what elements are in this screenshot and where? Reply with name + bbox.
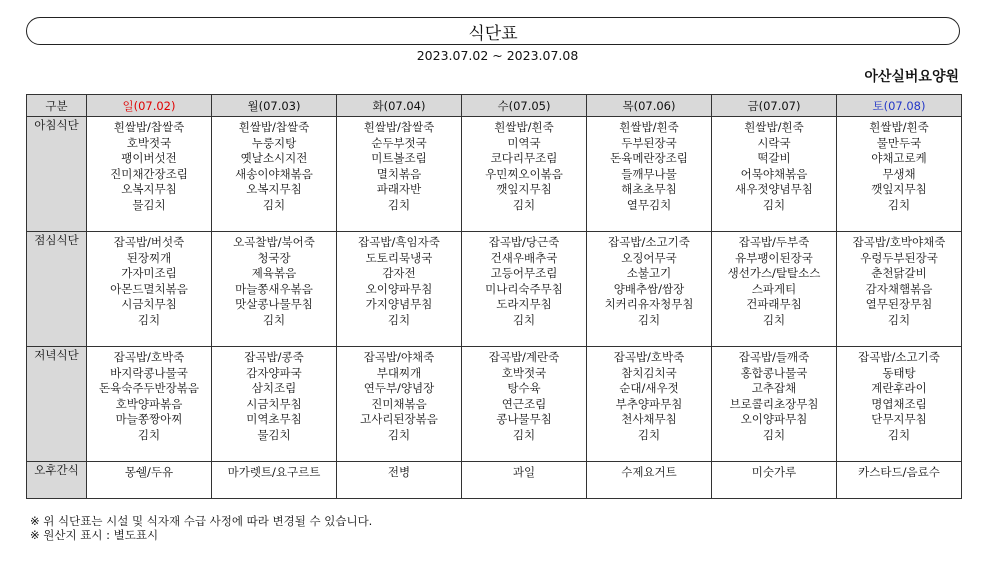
- day-header-sun: 일(07.02): [87, 95, 212, 117]
- dish-item: 열무된장무침: [865, 297, 933, 312]
- note-change-notice: ※ 위 식단표는 시설 및 식자재 수급 사정에 따라 변경될 수 있습니다.: [30, 514, 373, 528]
- dish-item: 미숫가루: [751, 465, 797, 479]
- dish-item: 삼치조림: [251, 381, 297, 396]
- dish-list: [337, 232, 461, 329]
- dish-item: 마늘쫑짱아찌: [115, 412, 183, 427]
- menu-cell: [462, 232, 587, 347]
- menu-cell: [587, 232, 712, 347]
- dish-item: 치커리유자청무침: [604, 297, 694, 312]
- menu-cell: [337, 462, 462, 499]
- dish-item: 오복지무침: [246, 182, 302, 197]
- dish-item: 김치: [387, 197, 411, 212]
- dish-list: [337, 462, 461, 481]
- dish-list: [462, 347, 586, 444]
- dish-item: 양배추쌈/쌈장: [613, 281, 685, 296]
- menu-cell: [837, 347, 962, 462]
- dish-item: 김치: [387, 427, 411, 442]
- menu-cell: [462, 462, 587, 499]
- dish-item: 김치: [637, 427, 661, 442]
- dish-list: [837, 347, 961, 444]
- dish-item: 미나리숙주무침: [485, 281, 563, 296]
- dish-item: 참치김치국: [621, 365, 677, 380]
- dish-list: [87, 117, 211, 214]
- menu-cell: [87, 347, 212, 462]
- dish-item: 누룽지탕: [251, 135, 297, 150]
- dish-item: 김치: [762, 427, 786, 442]
- dish-item: 도토리묵냉국: [365, 250, 433, 265]
- menu-cell: [462, 117, 587, 232]
- dish-item: 해초초무침: [621, 182, 677, 197]
- dish-item: 깻잎지무침: [496, 182, 552, 197]
- dish-list: [587, 347, 711, 444]
- dish-item: 김치: [887, 197, 911, 212]
- dish-item: 홍합콩나물국: [740, 365, 808, 380]
- dish-item: 고추잡채: [751, 381, 797, 396]
- dish-item: 코다리무조림: [490, 151, 558, 166]
- weekly-menu-table: [26, 94, 962, 499]
- dish-item: 김치: [512, 427, 536, 442]
- dish-item: 명엽채조림: [871, 396, 927, 411]
- dish-item: 물만두국: [876, 135, 922, 150]
- row-label-dinner: 저녁식단: [27, 347, 87, 462]
- dish-item: 물김치: [257, 427, 291, 442]
- dish-item: 잡곡밥/콩죽: [244, 350, 304, 364]
- dish-item: 김치: [137, 312, 161, 327]
- dish-list: [462, 232, 586, 329]
- dish-list: [337, 347, 461, 444]
- dish-item: 떡갈비: [757, 151, 791, 166]
- day-header-wed: 수(07.05): [462, 95, 587, 117]
- dish-item: 돈육숙주두반장볶음: [99, 381, 199, 396]
- page-title: 식단표: [468, 23, 518, 44]
- dish-item: 김치: [262, 197, 286, 212]
- dish-item: 호박양파볶음: [115, 396, 183, 411]
- day-header-tue: 화(07.04): [337, 95, 462, 117]
- dish-list: [587, 232, 711, 329]
- menu-row-breakfast: [27, 117, 962, 232]
- dish-item: 맛살콩나물무침: [235, 297, 313, 312]
- dish-item: 흰쌀밥/흰죽: [619, 120, 679, 134]
- dish-list: [87, 232, 211, 329]
- dish-item: 오이양파무침: [365, 281, 433, 296]
- dish-list: [712, 462, 836, 481]
- dish-item: 아몬드멸치볶음: [110, 281, 188, 296]
- note-origin-notice: ※ 원산지 표시 : 별도표시: [30, 528, 159, 542]
- dish-item: 바지락콩나물국: [110, 365, 188, 380]
- menu-cell: [712, 347, 837, 462]
- dish-item: 가지양념무침: [365, 297, 433, 312]
- dish-item: 무생채: [882, 166, 916, 181]
- dish-item: 흰쌀밥/흰죽: [869, 120, 929, 134]
- dish-item: 들깨무나물: [621, 166, 677, 181]
- dish-item: 몽쉘/두유: [124, 465, 174, 479]
- dish-list: [837, 117, 961, 214]
- dish-item: 동태탕: [882, 365, 916, 380]
- dish-item: 옛날소시지전: [240, 151, 308, 166]
- menu-cell: [337, 232, 462, 347]
- dish-list: [87, 462, 211, 481]
- dish-item: 흰쌀밥/찹쌀죽: [363, 120, 435, 134]
- dish-item: 잡곡밥/당근죽: [488, 235, 560, 249]
- organization-name: 아산실버요양원: [864, 69, 959, 85]
- dish-item: 순대/새우젓: [619, 381, 679, 396]
- dish-item: 마늘쫑새우볶음: [235, 281, 313, 296]
- dish-list: [212, 232, 336, 329]
- dish-list: [712, 117, 836, 214]
- dish-item: 오징어무국: [621, 250, 677, 265]
- dish-item: 김치: [637, 312, 661, 327]
- dish-item: 김치: [512, 197, 536, 212]
- corner-label: 구분: [27, 95, 87, 117]
- dish-item: 어묵야채볶음: [740, 166, 808, 181]
- dish-item: 된장찌개: [126, 250, 172, 265]
- dish-item: 야채고로케: [871, 151, 927, 166]
- dish-item: 순두부젓국: [371, 135, 427, 150]
- dish-item: 감자전: [382, 266, 416, 281]
- menu-cell: [837, 232, 962, 347]
- menu-cell: [87, 232, 212, 347]
- dish-item: 호박젓국: [126, 135, 172, 150]
- dish-item: 흰쌀밥/찹쌀죽: [238, 120, 310, 134]
- dish-item: 김치: [762, 197, 786, 212]
- menu-cell: [87, 462, 212, 499]
- dish-item: 새송이야채볶음: [235, 166, 313, 181]
- dish-item: 잡곡밥/소고기죽: [858, 350, 940, 364]
- day-header-sat: 토(07.08): [837, 95, 962, 117]
- dish-item: 유부팽이된장국: [735, 250, 813, 265]
- dish-item: 마가렛트/요구르트: [227, 465, 321, 479]
- dish-list: [462, 117, 586, 214]
- dish-item: 진미채간장조림: [110, 166, 188, 181]
- dish-item: 제육볶음: [251, 266, 297, 281]
- dish-item: 감자양파국: [246, 365, 302, 380]
- dish-item: 잡곡밥/흑임자죽: [358, 235, 440, 249]
- menu-cell: [587, 347, 712, 462]
- dish-item: 탕수육: [507, 381, 541, 396]
- day-header-fri: 금(07.07): [712, 95, 837, 117]
- dish-item: 전병: [387, 465, 411, 479]
- menu-cell: [712, 462, 837, 499]
- dish-list: [712, 232, 836, 329]
- dish-item: 우렁두부된장국: [860, 250, 938, 265]
- row-label-breakfast: 아침식단: [27, 117, 87, 232]
- dish-item: 김치: [262, 312, 286, 327]
- dish-list: [712, 347, 836, 444]
- dish-item: 잡곡밥/소고기죽: [608, 235, 690, 249]
- dish-item: 오복지무침: [121, 182, 177, 197]
- menu-cell: [587, 117, 712, 232]
- dish-item: 김치: [887, 312, 911, 327]
- dish-item: 생선가스/탈탈소스: [727, 266, 821, 281]
- menu-cell: [837, 117, 962, 232]
- dish-item: 콩나물무침: [496, 412, 552, 427]
- dish-item: 진미채볶음: [371, 396, 427, 411]
- dish-item: 잡곡밥/계란죽: [488, 350, 560, 364]
- dish-item: 도라지무침: [496, 297, 552, 312]
- menu-cell: [337, 117, 462, 232]
- dish-item: 멸치볶음: [376, 166, 422, 181]
- dish-item: 고등어무조림: [490, 266, 558, 281]
- dish-list: [462, 462, 586, 481]
- dish-item: 김치: [137, 427, 161, 442]
- dish-item: 돈육메란장조림: [610, 151, 688, 166]
- dish-list: [587, 117, 711, 214]
- dish-list: [837, 462, 961, 481]
- dish-item: 계란후라이: [871, 381, 927, 396]
- dish-item: 부추양파무침: [615, 396, 683, 411]
- day-header-thu: 목(07.06): [587, 95, 712, 117]
- menu-cell: [212, 347, 337, 462]
- menu-cell: [87, 117, 212, 232]
- dish-item: 브로콜리초장무침: [729, 396, 819, 411]
- menu-cell: [587, 462, 712, 499]
- dish-item: 가자미조림: [121, 266, 177, 281]
- dish-item: 잡곡밥/두부죽: [738, 235, 810, 249]
- dish-item: 시락국: [757, 135, 791, 150]
- row-label-snack: 오후간식: [27, 462, 87, 499]
- menu-body: [27, 117, 962, 499]
- dish-item: 흰쌀밥/찹쌀죽: [113, 120, 185, 134]
- dish-item: 잡곡밥/호박야채죽: [852, 235, 946, 249]
- dish-item: 시금치무침: [246, 396, 302, 411]
- dish-item: 미트볼조림: [371, 151, 427, 166]
- dish-list: [337, 117, 461, 214]
- dish-list: [212, 117, 336, 214]
- dish-item: 열무김치: [626, 197, 672, 212]
- dish-item: 잡곡밥/들깨죽: [738, 350, 810, 364]
- dish-item: 소불고기: [626, 266, 672, 281]
- dish-item: 미역국: [507, 135, 541, 150]
- menu-row-lunch: [27, 232, 962, 347]
- dish-item: 고사리된장볶음: [360, 412, 438, 427]
- dish-list: [212, 347, 336, 444]
- dish-item: 부대찌개: [376, 365, 422, 380]
- day-header-mon: 월(07.03): [212, 95, 337, 117]
- notes: [30, 514, 372, 542]
- dish-item: 깻잎지무침: [871, 182, 927, 197]
- menu-cell: [837, 462, 962, 499]
- row-label-lunch: 점심식단: [27, 232, 87, 347]
- dish-item: 새우젓양념무침: [735, 182, 813, 197]
- dish-item: 김치: [762, 312, 786, 327]
- dish-item: 우민찌오이볶음: [485, 166, 563, 181]
- menu-cell: [212, 232, 337, 347]
- dish-item: 잡곡밥/버섯죽: [113, 235, 185, 249]
- dish-item: 수제요거트: [621, 465, 677, 479]
- dish-item: 천사채무침: [621, 412, 677, 427]
- dish-item: 두부된장국: [621, 135, 677, 150]
- dish-item: 미역초무침: [246, 412, 302, 427]
- date-range: 2023.07.02 ~ 2023.07.08: [416, 48, 579, 63]
- menu-cell: [212, 462, 337, 499]
- header-row: [27, 95, 962, 117]
- menu-cell: [212, 117, 337, 232]
- menu-row-dinner: [27, 347, 962, 462]
- dish-item: 오이양파무침: [740, 412, 808, 427]
- dish-list: [87, 347, 211, 444]
- dish-item: 잡곡밥/호박죽: [613, 350, 685, 364]
- dish-item: 카스타드/음료수: [858, 465, 940, 479]
- dish-item: 과일: [512, 465, 536, 479]
- menu-row-snack: [27, 462, 962, 499]
- dish-item: 연두부/양념장: [363, 381, 435, 396]
- dish-item: 김치: [512, 312, 536, 327]
- menu-title-box: [26, 17, 960, 45]
- dish-item: 파래자반: [376, 182, 422, 197]
- dish-item: 흰쌀밥/흰죽: [494, 120, 554, 134]
- menu-cell: [337, 347, 462, 462]
- dish-item: 팽이버섯전: [121, 151, 177, 166]
- dish-item: 김치: [887, 427, 911, 442]
- dish-item: 감자채햄볶음: [865, 281, 933, 296]
- dish-item: 건새우배추국: [490, 250, 558, 265]
- menu-cell: [712, 117, 837, 232]
- dish-list: [837, 232, 961, 329]
- dish-item: 연근조림: [501, 396, 547, 411]
- dish-item: 스파게티: [751, 281, 797, 296]
- dish-item: 흰쌀밥/흰죽: [744, 120, 804, 134]
- dish-item: 호박젓국: [501, 365, 547, 380]
- dish-list: [212, 462, 336, 481]
- dish-item: 청국장: [257, 250, 291, 265]
- dish-item: 김치: [387, 312, 411, 327]
- dish-item: 시금치무침: [121, 297, 177, 312]
- dish-item: 단무지무침: [871, 412, 927, 427]
- menu-cell: [462, 347, 587, 462]
- dish-list: [587, 462, 711, 481]
- dish-item: 오곡찰밥/북어죽: [233, 235, 315, 249]
- dish-item: 잡곡밥/야채죽: [363, 350, 435, 364]
- menu-cell: [712, 232, 837, 347]
- dish-item: 물김치: [132, 197, 166, 212]
- dish-item: 건파래무침: [746, 297, 802, 312]
- dish-item: 잡곡밥/호박죽: [113, 350, 185, 364]
- dish-item: 춘천닭갈비: [871, 266, 927, 281]
